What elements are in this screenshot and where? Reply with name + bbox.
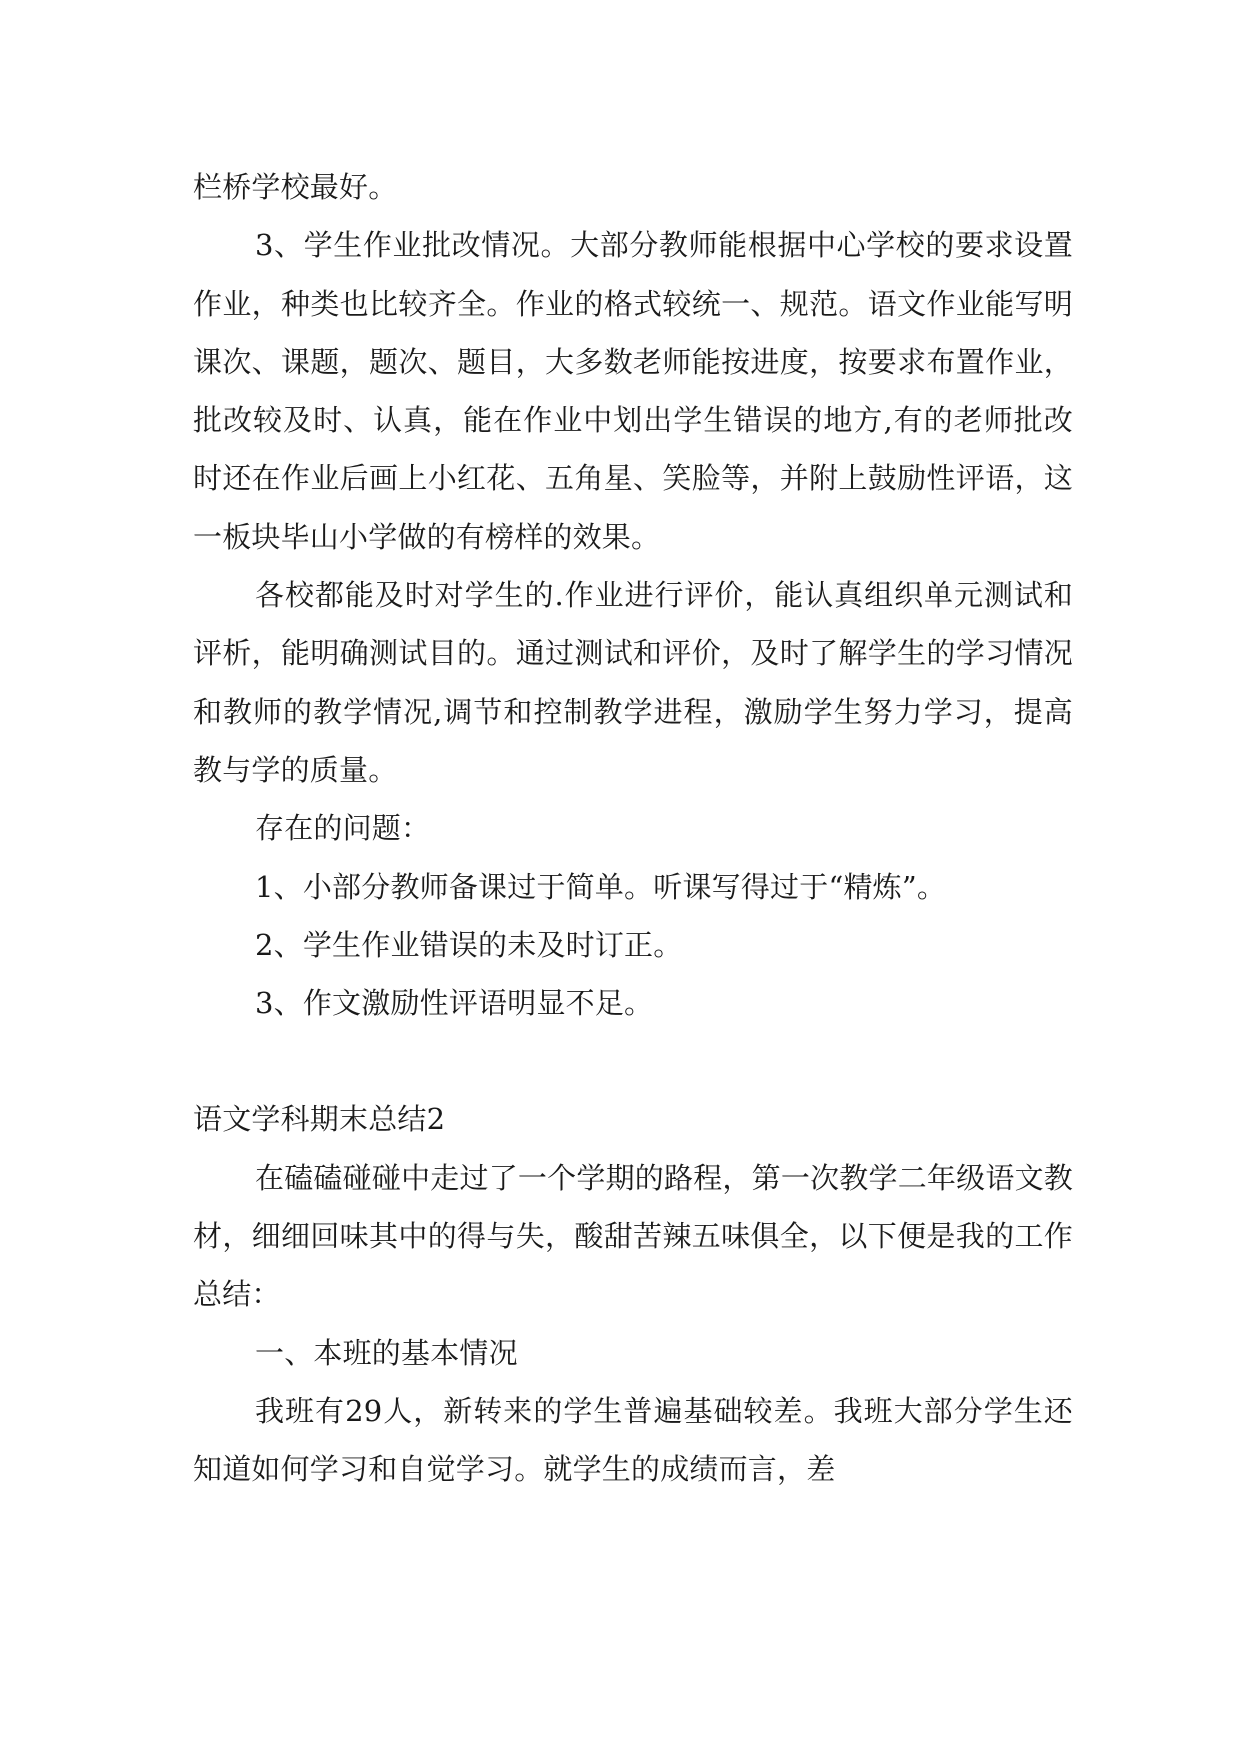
document-body bbox=[193, 158, 1073, 1499]
paragraph-problem-2: 2、学生作业错误的未及时订正。 bbox=[255, 927, 683, 962]
paragraph-class-situation-heading: 一、本班的基本情况 bbox=[255, 1335, 518, 1370]
paragraph-continuation: 栏桥学校最好。 bbox=[193, 170, 398, 204]
paragraph-problems-heading: 存在的问题： bbox=[255, 811, 431, 846]
section-title: 语文学科期末总结2 bbox=[193, 1102, 446, 1137]
paragraph-problem-3: 3、作文激励性评语明显不足。 bbox=[255, 986, 654, 1021]
paragraph-problem-1: 1、小部分教师备课过于简单。听课写得过于“精炼”。 bbox=[255, 869, 947, 904]
paragraph-class-situation: 我班有29人，新转来的学生普遍基础较差。我班大部分学生还知道如何学习和自觉学习。就学生的成绩而言，差 bbox=[193, 1393, 1073, 1487]
section-spacer bbox=[193, 1032, 1073, 1090]
paragraph-homework-grading: 3、学生作业批改情况。大部分教师能根据中心学校的要求设置作业，种类也比较齐全。作业的格式较统一、规范。语文作业能写明课次、课题，题次、题目，大多数老师能按进度，按要求布置作业，批改较及时、认真，能在作业中划出学生错误的地方,有的老师批改时还在作业后画上小红花、五角星、笑脸等，并附上鼓励性评语，这一板块毕山小学做的有榜样的效果。 bbox=[193, 228, 1073, 554]
paragraph-intro: 在磕磕碰碰中走过了一个学期的路程，第一次教学二年级语文教材，细细回味其中的得与失，酸甜苦辣五味俱全，以下便是我的工作总结： bbox=[193, 1160, 1073, 1312]
paragraph-evaluation: 各校都能及时对学生的.作业进行评价，能认真组织单元测试和评析，能明确测试目的。通过测试和评价，及时了解学生的学习情况和教师的教学情况,调节和控制教学进程，激励学生努力学习，提高教与学的质量。 bbox=[193, 578, 1073, 787]
